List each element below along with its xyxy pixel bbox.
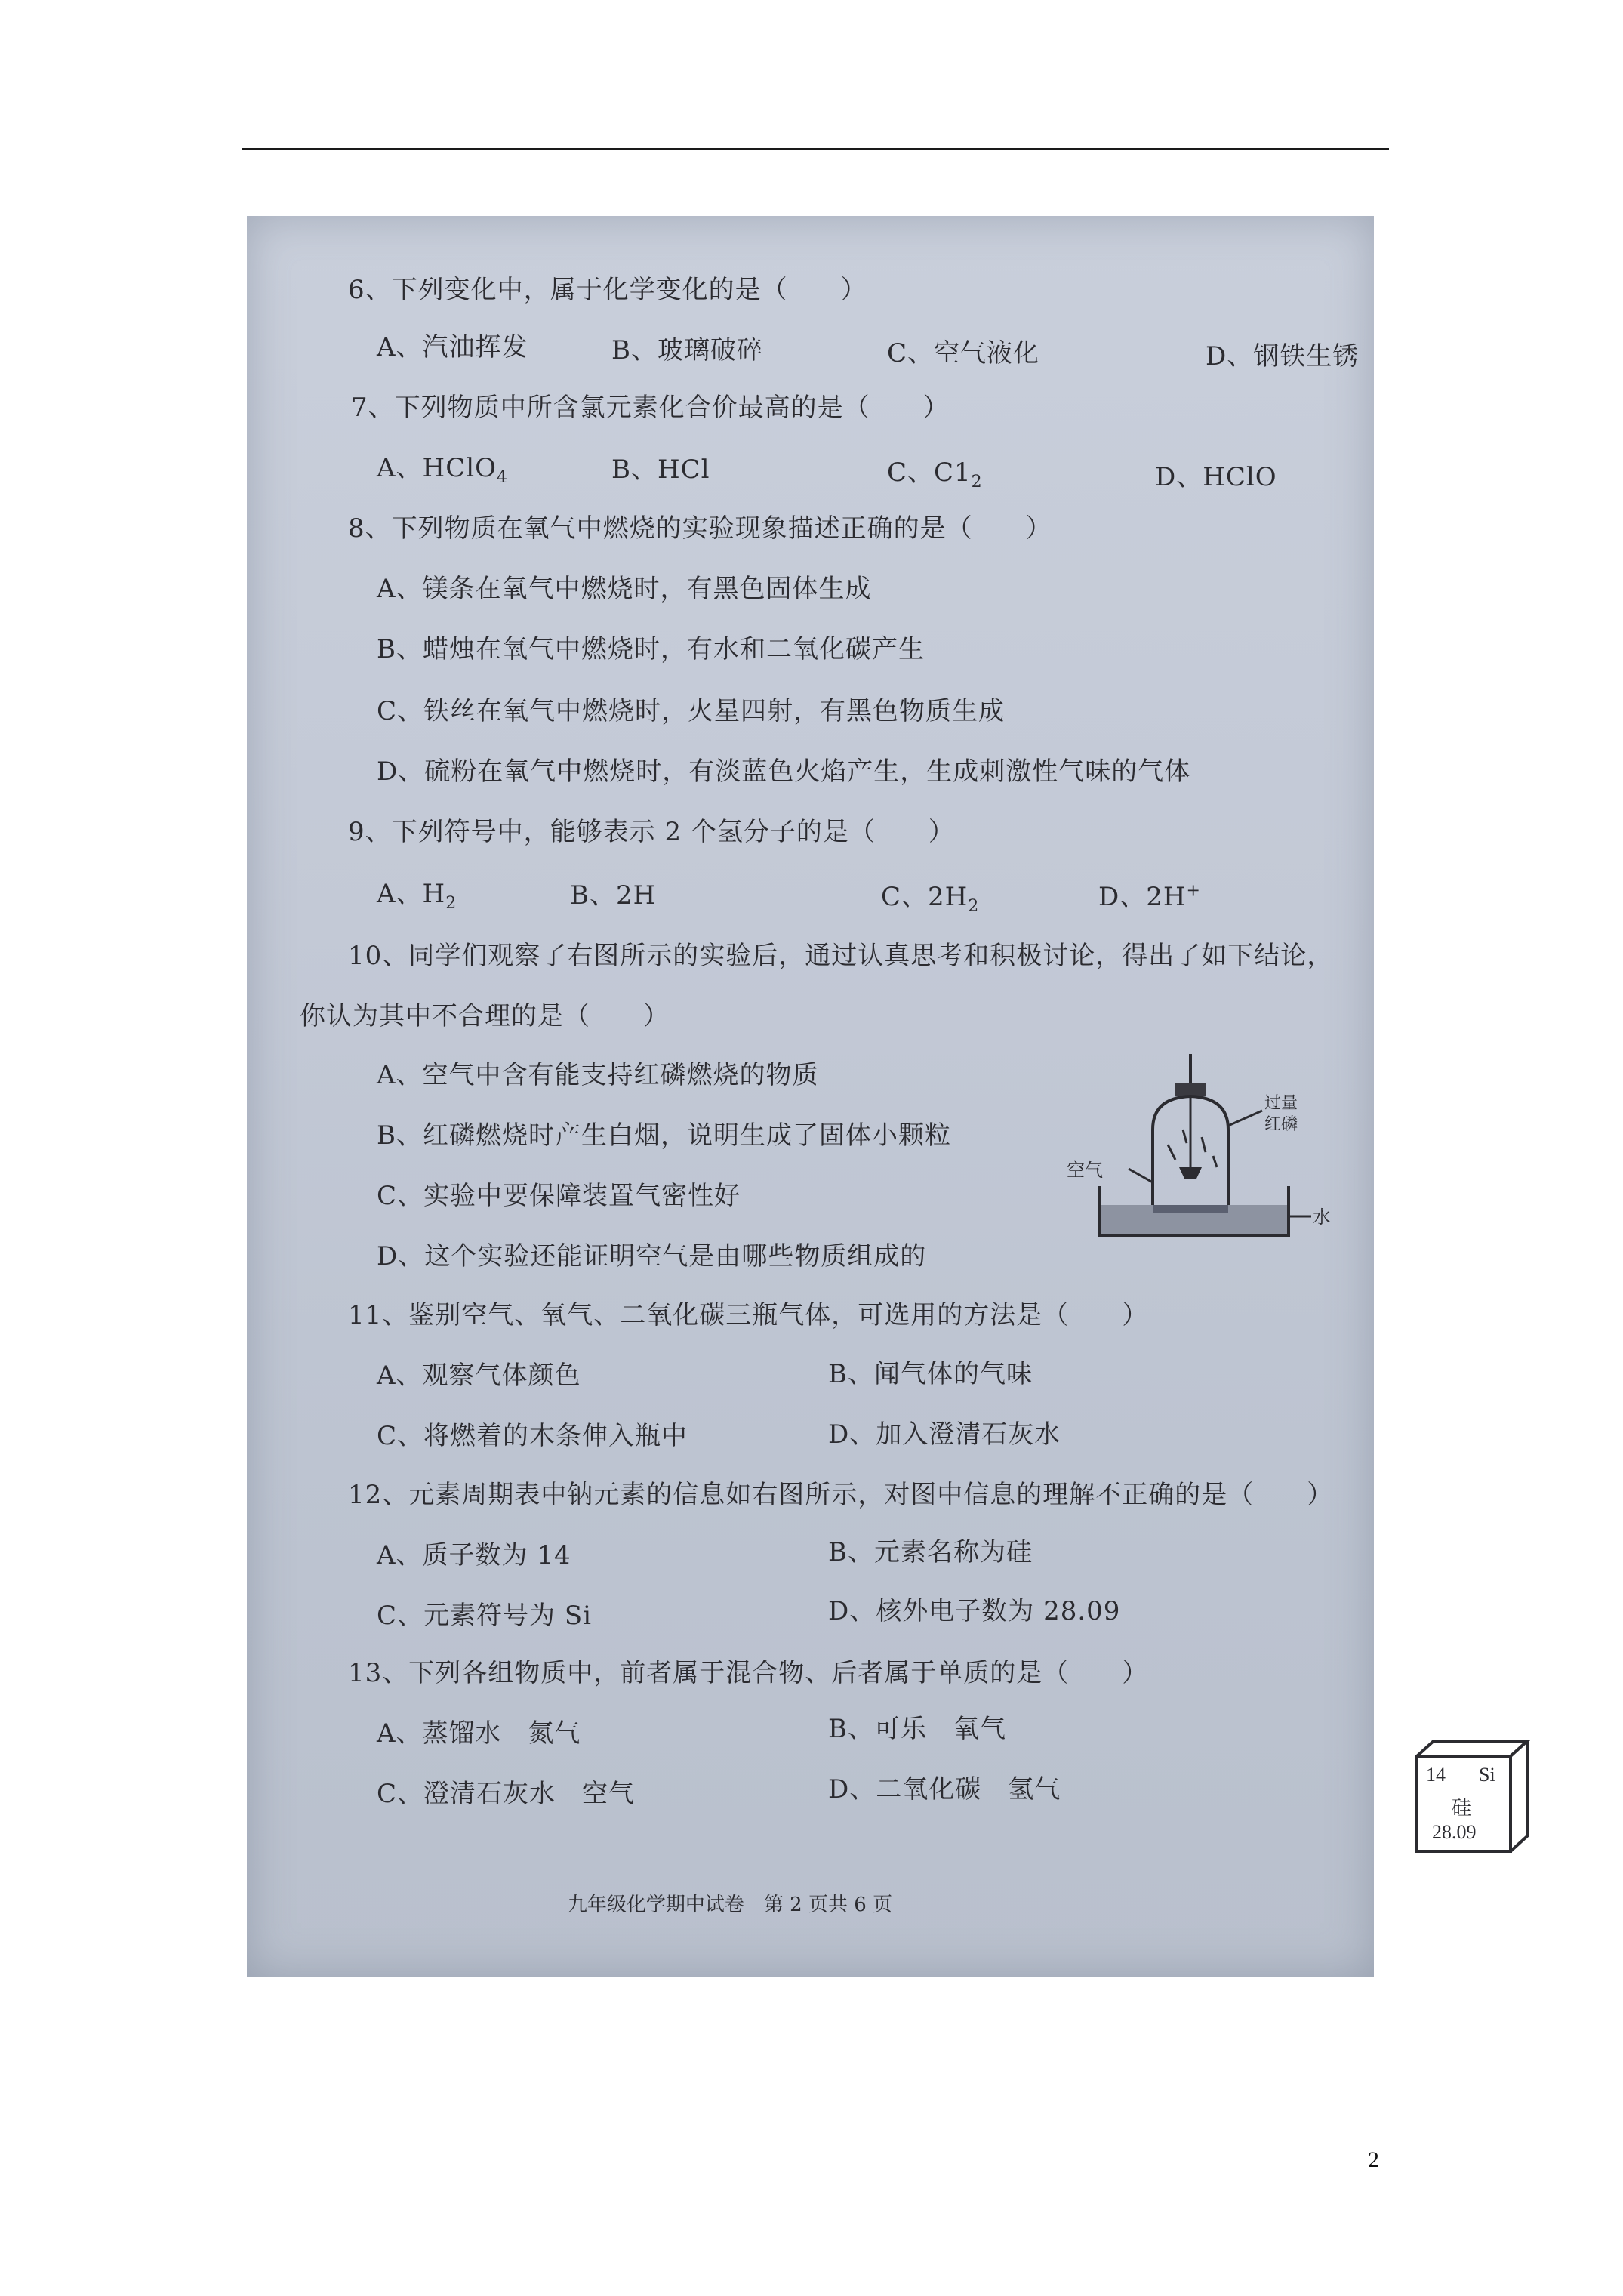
element-number: 14 [1426, 1764, 1446, 1786]
q9-option-b: B、2H [570, 880, 657, 911]
q9-option-a: A、$H_2$ [377, 879, 457, 913]
exam-footer: 九年级化学期中试卷 第 2 页共 6 页 [567, 1894, 893, 1916]
silicon-element-card [1415, 1740, 1530, 1854]
q8-option-c: C、铁丝在氧气中燃烧时，火星四射，有黑色物质生成 [377, 696, 1006, 726]
q8-option-b: B、蜡烛在氧气中燃烧时，有水和二氧化碳产生 [377, 634, 925, 664]
q7-option-a: A、HClO$_4$ [377, 453, 508, 487]
q11-option-a: A、观察气体颜色 [377, 1361, 581, 1391]
question-7: 7、下列物质中所含氯元素化合价最高的是（ ） [351, 393, 950, 423]
question-10-line2: 你认为其中不合理的是（ ） [300, 1001, 670, 1031]
q10-option-a: A、空气中含有能支持红磷燃烧的物质 [377, 1060, 819, 1090]
q13-option-a: A、蒸馏水 氮气 [377, 1718, 581, 1749]
question-6: 6、下列变化中，属于化学变化的是（ ） [348, 275, 867, 305]
question-12: 12、元素周期表中钠元素的信息如右图所示，对图中信息的理解不正确的是（ ） [348, 1480, 1334, 1510]
question-8: 8、下列物质在氧气中燃烧的实验现象描述正确的是（ ） [348, 513, 1052, 544]
question-11: 11、鉴别空气、氧气、二氧化碳三瓶气体，可选用的方法是（ ） [348, 1300, 1149, 1330]
question-13: 13、下列各组物质中，前者属于混合物、后者属于单质的是（ ） [348, 1658, 1149, 1688]
q10-option-d: D、这个实验还能证明空气是由哪些物质组成的 [377, 1241, 927, 1271]
label-red-phosphorus: 红磷 [1264, 1115, 1298, 1134]
q12-option-c: C、元素符号为 Si [377, 1601, 592, 1631]
label-water: 水 [1313, 1207, 1331, 1228]
q7-option-b: B、HCl [611, 455, 710, 485]
q12-option-b: B、元素名称为硅 [828, 1537, 1033, 1567]
element-symbol: Si [1479, 1764, 1495, 1786]
element-name: 硅 [1452, 1797, 1472, 1819]
header-rule [242, 148, 1389, 150]
page-number: 2 [1368, 2147, 1379, 2172]
q9-option-d: D、2H+ [1098, 881, 1201, 912]
question-10: 10、同学们观察了右图所示的实验后，通过认真思考和积极讨论，得出了如下结论， [348, 941, 1334, 971]
q13-option-d: D、二氧化碳 氢气 [828, 1774, 1061, 1804]
q12-option-a: A、质子数为 14 [377, 1540, 571, 1570]
q11-option-d: D、加入澄清石灰水 [828, 1419, 1061, 1450]
q7-option-c: C、$C1_2$ [887, 458, 983, 492]
q10-option-b: B、红磷燃烧时产生白烟，说明生成了固体小颗粒 [377, 1120, 951, 1151]
q8-option-a: A、镁条在氧气中燃烧时，有黑色固体生成 [377, 574, 872, 604]
question-9: 9、下列符号中，能够表示 2 个氢分子的是（ ） [348, 817, 955, 847]
q6-option-d: D、钢铁生锈 [1206, 341, 1360, 371]
q6-option-a: A、汽油挥发 [377, 332, 528, 362]
q11-option-b: B、闻气体的气味 [828, 1359, 1033, 1389]
q7-option-d: D、HClO [1155, 462, 1277, 492]
element-mass: 28.09 [1432, 1821, 1477, 1843]
q6-option-c: C、空气液化 [887, 338, 1040, 368]
q13-option-b: B、可乐 氧气 [828, 1714, 1006, 1744]
q8-option-d: D、硫粉在氧气中燃烧时，有淡蓝色火焰产生，生成刺激性气味的气体 [377, 757, 1191, 787]
label-excess: 过量 [1264, 1094, 1298, 1113]
exam-photo [247, 216, 1495, 1977]
label-air: 空气 [1067, 1160, 1103, 1181]
q6-option-b: B、玻璃破碎 [611, 335, 763, 365]
q9-option-c: C、$2H_2$ [881, 882, 980, 916]
q10-option-c: C、实验中要保障装置气密性好 [377, 1181, 741, 1211]
red-phosphorus-apparatus-figure [1062, 1054, 1334, 1243]
q13-option-c: C、澄清石灰水 空气 [377, 1779, 636, 1809]
q12-option-d: D、核外电子数为 28.09 [828, 1596, 1121, 1626]
q11-option-c: C、将燃着的木条伸入瓶中 [377, 1421, 688, 1451]
